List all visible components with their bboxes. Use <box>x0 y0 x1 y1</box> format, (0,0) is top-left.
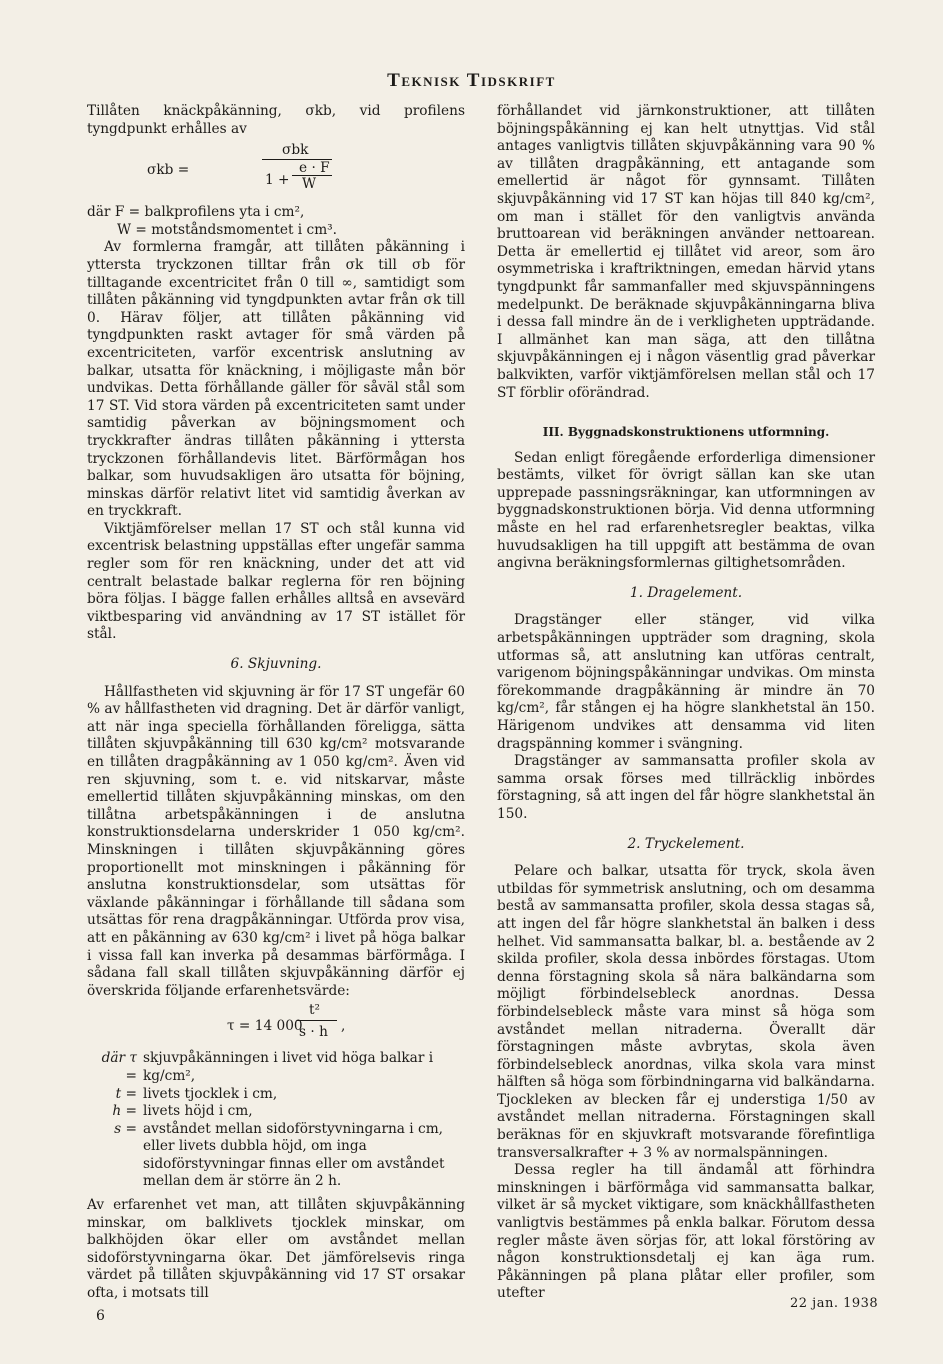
formula-denominator: 1 + <box>265 172 290 189</box>
page-number: 6 <box>96 1308 105 1324</box>
definition-row <box>87 1121 465 1191</box>
paragraph: Av formlerna framgår, att tillåten påkänning i yttersta tryckzonen tilltar från σk till σb för tilltagande excentricitet från 0 till ∞, samtidigt som tillåten påkänning vid tyngdpunkten avtar från σk till 0. Härav följer, att tillåten påkänning vid tyngdpunkten raskt avtager för små värden på excentriciteten, varför excentrisk anslutning av balkar, utsatta för knäckning, i möjligaste mån bör undvikas. Detta förhållande gäller för såväl stål som 17 ST. Vid stora värden på excentriciteten samt under samtidig påverkan av böjningsmoment och tryckkrafter ändras tillåten påkänning i yttersta tryckzonen förhållandevis litet. Bärförmågan hos balkar, som huvudsakligen äro utsatta för böjning, minskas därför relativt litet vid samtidig åverkan av en tryckkraft. <box>87 239 465 520</box>
paragraph: Tillåten knäckpåkänning, σkb, vid profilens tyngdpunkt erhålles av <box>87 103 465 137</box>
formula-denominator: s · h <box>299 1024 328 1041</box>
formula-lhs: τ = 14 000 <box>227 1018 303 1035</box>
definition-symbol: h = <box>112 1103 137 1120</box>
paragraph: Hållfastheten vid skjuvning är för 17 ST ungefär 60 % av hållfastheten vid dragning. Det är därför vanligt, att när inga speciella förhållanden föreligga, sätta tillåten skjuvpåkänning till 630 kg/cm² motsvarande en tillåten dragpåkänning av 1 050 kg/cm². Även vid ren skjuvning, som t. e. vid nitskarvar, måste emellertid tillåten skjuvpåkänning minskas, om den tillåtna arbetspåkänningen i de anslutna konstruktionsdelarna underskrider 1 050 kg/cm². Minskningen i tillåten skjuvpåkänning göres proportionellt mot minskningen i påkänning för anslutna konstruktionsdelar, som utsättas för växlande påkänningar i förhållande till sådana som utsättas för rena dragpåkänningar. Utförda prov visa, att en påkänning av 630 kg/cm² i livet på höga balkar i vissa fall kan inverka på desammas bärförmåga. I sådana fall skall tillåten skjuvpåkänning därför ej överskrida följande erfarenhetsvärde: <box>87 683 465 999</box>
paragraph: förhållandet vid järnkonstruktioner, att tillåten böjningspåkänning ej kan helt utnyttjas. Vid stål antages vanligtvis tillåten skjuvpåkänning vara 90 % av tillåten dragpåkänning, ett antagande som emellertid är något för gynnsamt. Tillåten skjuvpåkänning vid 17 ST kan höjas till 840 kg/cm², om man i stället för den vanligtvis använda bruttoarean vid beräkningen använder nettoarean. Detta är emellertid ej tillåtet vid areor, som äro osymmetriska i kraftriktningen, emedan härvid ytans tyngdpunkt får sammanfaller med skjuvspänningens medelpunkt. De beräknade skjuvpåkänningarna bliva i dessa fall mindre än de i verkligheten uppträdande. I allmänhet kan man säga, att den tillåtna skjuvpåkänningen ej i någon väsentlig grad påverkar balkvikten, varför viktjämförelsen mellan stål och 17 ST förblir oförändrad. <box>497 103 875 401</box>
definition-text: livets tjocklek i cm, <box>143 1085 278 1102</box>
formula-tau <box>87 1002 465 1048</box>
definition: där F = balkprofilens yta i cm², <box>87 204 305 221</box>
paragraph: Av erfarenhet vet man, att tillåten skjuvpåkänning minskar, om balklivets tjocklek minskar, om balkhöjden ökar eller om avståndet mellan sidoförstyvningarna ökar. Det jämförelsevis ringa värdet på tillåten skjuvpåkänning vid 17 ST orsakar ofta, i motsats till <box>87 1197 465 1302</box>
right-column <box>497 103 875 1303</box>
formula-inner-numerator: e · F <box>299 160 330 177</box>
left-column <box>87 103 465 1303</box>
formula-lhs: σkb = <box>147 162 190 179</box>
definition-symbol: där τ = <box>101 1050 137 1084</box>
formula-numerator: σbk <box>282 142 309 159</box>
definition-symbol: s = <box>114 1120 137 1137</box>
section-heading: 6. Skjuvning. <box>230 656 322 673</box>
issue-date: 22 jan. 1938 <box>790 1296 879 1311</box>
section-heading: 1. Dragelement. <box>629 584 743 601</box>
paragraph: Dessa regler ha till ändamål att förhindra minskningen i bärförmåga vid sammansatta balkar, vilket är så mycket viktigare, som knäckhållfastheten vanligtvis bestämmes på enkla balkar. Förutom dessa regler måste även sörjas för, att lokal förstöring av någon konstruktionsdetalj ej kan äga rum. Påkänningen på plana plåtar eller profiler, som utefter <box>497 1162 875 1302</box>
definition-text: livets höjd i cm, <box>143 1103 253 1120</box>
definition-row <box>87 1103 465 1121</box>
paragraph: Pelare och balkar, utsatta för tryck, skola även utbildas för symmetrisk anslutning, och om desamma bestå av sammansatta profiler, skola dessa stagas så, att ingen del får högre slankhetstal än balken i dess helhet. Vid sammansatta balkar, bl. a. bestående av 2 skilda profiler, skola dessa inbördes förstagas. Utom denna förstagning skola så nära balkändarna som möjligt förbindelsebleck anordnas. Dessa förbindelsebleck måste vara minst så höga som avståndet mellan nitraderna. Överallt där förstagningen måste avbrytas, skola även förbindelsebleck anordnas, vilka skola vara minst hälften så höga som förbindningarna vid balkändarna. Tjockleken av blecken får ej understiga 1/50 av avståndet mellan nitraderna. Förstagningen skall beräknas för en skjuvkraft motsvarande förefintliga transversalkrafter + 3 % av normalspänningen. <box>497 863 875 1161</box>
definition-row <box>87 1086 465 1104</box>
definition: W = motståndsmomentet i cm³. <box>117 221 338 238</box>
paragraph: Viktjämförelser mellan 17 ST och stål kunna vid excentrisk belastning uppställas efter ungefär samma regler som för ren knäckning, under det att vid centralt belastade balkar reglerna för ren böjning böra följas. I bägge fallen erhålles alltså en avsevärd viktbesparing vid användning av 17 ST istället för stål. <box>87 520 465 643</box>
section-heading: 2. Tryckelement. <box>627 835 745 852</box>
paragraph: Dragstänger av sammansatta profiler skola av samma orsak förses med tillräcklig inbördes förstagning, så att ingen del får högre slankhetstal än 150. <box>497 753 875 822</box>
formula-inner-denominator: W <box>302 176 317 193</box>
chapter-heading: III. Byggnadskonstruktionens utformning. <box>542 425 830 440</box>
formula-comma: , <box>341 1018 346 1035</box>
fraction-bar <box>297 1020 337 1021</box>
masthead-title: Teknisk Tidskrift <box>387 70 556 91</box>
formula-numerator: t² <box>309 1002 320 1019</box>
definition-row <box>87 1050 465 1085</box>
formula-sigma-kb <box>87 142 465 200</box>
definition-text: avståndet mellan sidoförstyvningarna i cm, eller livets dubbla höjd, om inga sidoförstyvningar finnas eller om avståndet mellan dem är större än 2 h. <box>143 1120 445 1190</box>
paragraph: Dragstänger eller stänger, vid vilka arbetspåkänningen uppträder som dragning, skola utformas så, att anslutning kan utföras centralt, varigenom böjningspåkänningar undvikas. Om minsta förekommande dragpåkänning är mindre än 70 kg/cm², får stången ej ha högre slankhetstal än 150. Härigenom undvikes att densamma vid liten dragspänning kommer i svängning. <box>497 612 875 752</box>
paragraph: Sedan enligt föregående erforderliga dimensioner bestämts, vilket för övrigt sällan kan ske utan upprepade passningsräkningar, kan utformningen av byggnadskonstruktionen börja. Vid denna utformning måste en hel rad erfarenhetsregler beaktas, vilka huvudsakligen ha till uppgift att bestämma de ovan angivna beräkningsformlernas giltighetsområden. <box>497 449 875 572</box>
definition-symbol: t = <box>115 1085 137 1102</box>
definition-text: skjuvpåkänningen i livet vid höga balkar i kg/cm², <box>143 1050 434 1084</box>
